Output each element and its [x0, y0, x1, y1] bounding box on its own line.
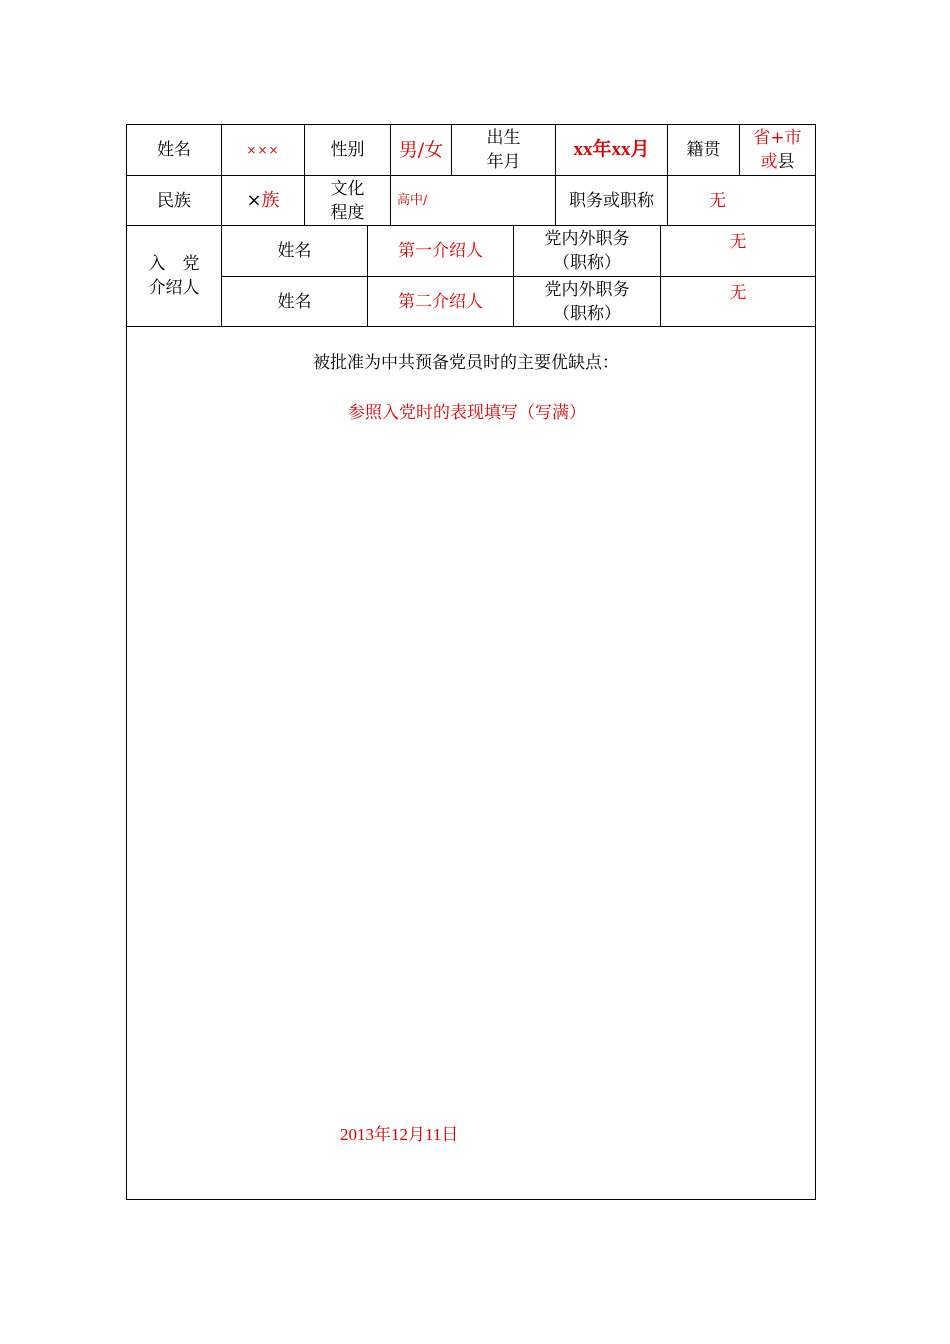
introducer-2-duty-line1: 党内外职务 [544, 279, 630, 300]
introducer-2-name-label [222, 277, 367, 326]
education-label-line1: 文化 [330, 178, 365, 199]
native-label-text: 籍贯 [686, 140, 721, 160]
signature-date: 2013年12月11日 [340, 1125, 459, 1144]
birth-label [452, 125, 555, 175]
main-heading: 被批准为中共预备党员时的主要优缺点： [313, 353, 619, 373]
position-label [556, 176, 667, 225]
ethnic-label-text: 民族 [157, 190, 191, 211]
name-label [127, 125, 221, 175]
gender-label [305, 125, 390, 175]
birth-value [556, 125, 667, 175]
introducer-1-name-label-text: 姓名 [277, 241, 312, 261]
education-label-line2: 程度 [330, 202, 365, 223]
gender-value-text: 男/女 [398, 139, 444, 161]
table-border-bottom [126, 1199, 816, 1200]
gender-value [391, 125, 451, 175]
introducer-1-duty-value [661, 226, 815, 276]
ethnic-value-zu: 族 [261, 189, 280, 211]
introducer-2-duty-line2: （职称） [553, 303, 621, 324]
native-value-line1: 省+市 [753, 128, 802, 148]
introducer-group-label [127, 226, 221, 326]
native-value-or: 或 [760, 152, 778, 172]
introducer-2-name-value [368, 277, 513, 326]
table-border-right [815, 124, 816, 1200]
gender-label-text: 性别 [330, 140, 365, 160]
introducer-2-duty-value [661, 277, 815, 326]
education-label [305, 176, 390, 225]
introducer-2-name-label-text: 姓名 [277, 291, 312, 312]
ethnic-value [222, 176, 304, 225]
introducer-1-duty-label [514, 226, 660, 276]
position-value-text: 无 [709, 190, 726, 211]
introducer-1-name-label [222, 226, 367, 276]
birth-label-line1: 出生 [486, 128, 521, 148]
name-value-text: ××× [246, 143, 280, 157]
main-instruction: 参照入党时的表现填写（写满） [348, 403, 586, 423]
row-divider [126, 326, 816, 327]
introducer-2-name-value-text: 第二介绍人 [398, 291, 483, 312]
native-value-line2 [761, 150, 795, 174]
ethnic-value-x: × [246, 189, 262, 211]
introducer-group-line1: 入 党 [148, 254, 200, 274]
position-label-text: 职务或职称 [569, 190, 654, 211]
introducer-1-duty-value-text: 无 [729, 232, 747, 252]
education-value-text: 高中/ [397, 192, 428, 208]
introducer-group-line2: 介绍人 [148, 278, 200, 298]
name-value [222, 125, 304, 175]
native-value [740, 125, 815, 175]
native-label [668, 125, 739, 175]
introducer-1-name-value [368, 226, 513, 276]
introducer-1-duty-line1: 党内外职务 [544, 229, 630, 249]
birth-label-line2: 年月 [486, 152, 521, 172]
native-value-county: 县 [777, 152, 795, 172]
name-label-text: 姓名 [157, 140, 191, 160]
introducer-2-duty-label [514, 277, 660, 326]
education-value [391, 176, 555, 225]
ethnic-label [127, 176, 221, 225]
position-value [668, 176, 767, 225]
introducer-1-duty-line2: （职称） [553, 253, 621, 273]
introducer-2-duty-value-text: 无 [729, 283, 747, 303]
introducer-1-name-value-text: 第一介绍人 [398, 241, 483, 261]
birth-value-text: xx年xx月 [573, 139, 650, 160]
